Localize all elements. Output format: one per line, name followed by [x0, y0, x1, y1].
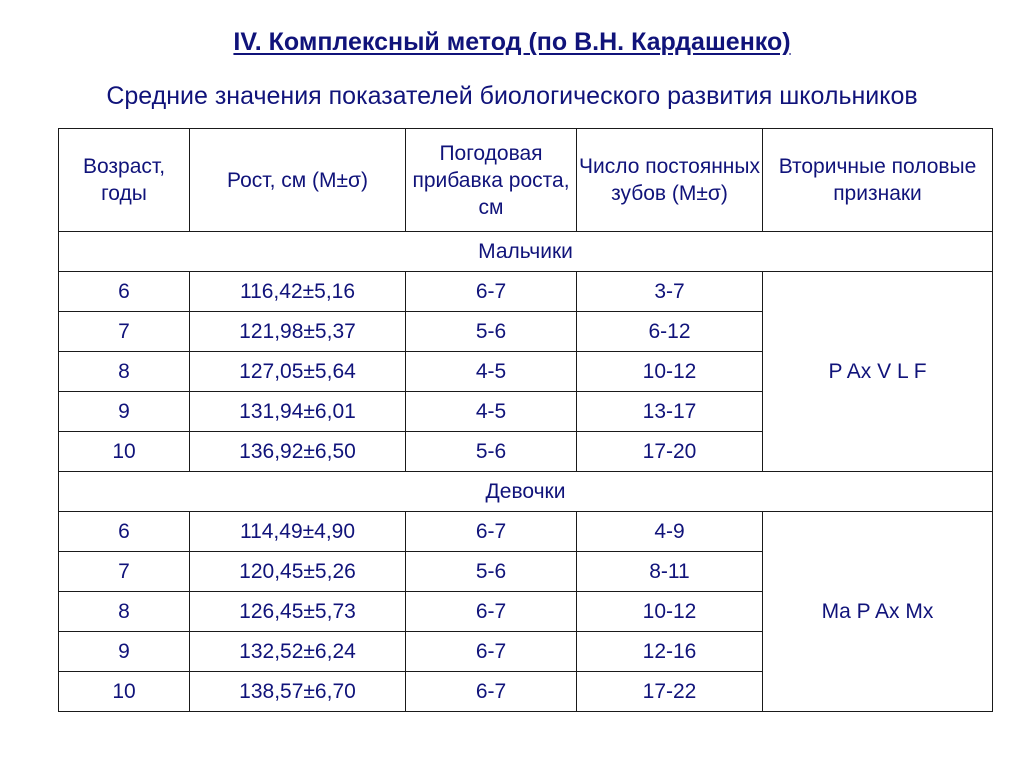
- cell-height: 120,45±5,26: [190, 552, 406, 592]
- cell-height: 136,92±6,50: [190, 432, 406, 472]
- cell-teeth: 12-16: [577, 632, 763, 672]
- cell-teeth: 6-12: [577, 312, 763, 352]
- cell-height: 116,42±5,16: [190, 272, 406, 312]
- header-height: Рост, см (М±σ): [190, 129, 406, 232]
- page-title: IV. Комплексный метод (по В.Н. Кардашенко): [233, 28, 791, 56]
- cell-age: 6: [59, 512, 190, 552]
- section-label-boys: Мальчики: [59, 232, 993, 272]
- section-label-girls: Девочки: [59, 472, 993, 512]
- cell-height: 132,52±6,24: [190, 632, 406, 672]
- cell-teeth: 8-11: [577, 552, 763, 592]
- cell-age: 9: [59, 632, 190, 672]
- cell-age: 10: [59, 672, 190, 712]
- cell-age: 9: [59, 392, 190, 432]
- cell-age: 7: [59, 312, 190, 352]
- cell-height: 126,45±5,73: [190, 592, 406, 632]
- cell-teeth: 17-22: [577, 672, 763, 712]
- cell-gain: 6-7: [406, 512, 577, 552]
- cell-height: 131,94±6,01: [190, 392, 406, 432]
- cell-gain: 4-5: [406, 352, 577, 392]
- cell-height: 127,05±5,64: [190, 352, 406, 392]
- cell-teeth: 4-9: [577, 512, 763, 552]
- cell-gain: 6-7: [406, 672, 577, 712]
- cell-secondary-signs-girls: Ma P Ax Mx: [763, 512, 993, 712]
- header-age: Возраст, годы: [59, 129, 190, 232]
- cell-secondary-signs-boys: P Ax V L F: [763, 272, 993, 472]
- section-row-boys: [59, 232, 993, 272]
- cell-age: 7: [59, 552, 190, 592]
- cell-age: 8: [59, 352, 190, 392]
- header-secondary-signs: Вторичные половые признаки: [763, 129, 993, 232]
- cell-gain: 5-6: [406, 312, 577, 352]
- table-row: [59, 272, 993, 312]
- cell-teeth: 10-12: [577, 592, 763, 632]
- cell-gain: 6-7: [406, 592, 577, 632]
- cell-gain: 4-5: [406, 392, 577, 432]
- cell-age: 6: [59, 272, 190, 312]
- cell-gain: 6-7: [406, 632, 577, 672]
- cell-gain: 5-6: [406, 552, 577, 592]
- table-row: [59, 512, 993, 552]
- header-yearly-gain: Погодовая прибавка роста, см: [406, 129, 577, 232]
- cell-height: 114,49±4,90: [190, 512, 406, 552]
- cell-teeth: 3-7: [577, 272, 763, 312]
- section-row-girls: [59, 472, 993, 512]
- header-teeth: Число постоянных зубов (М±σ): [577, 129, 763, 232]
- cell-height: 121,98±5,37: [190, 312, 406, 352]
- cell-teeth: 17-20: [577, 432, 763, 472]
- cell-teeth: 13-17: [577, 392, 763, 432]
- page-subtitle: Средние значения показателей биологического развития школьников: [106, 82, 918, 110]
- cell-height: 138,57±6,70: [190, 672, 406, 712]
- cell-teeth: 10-12: [577, 352, 763, 392]
- cell-gain: 5-6: [406, 432, 577, 472]
- development-table: [58, 128, 993, 712]
- cell-gain: 6-7: [406, 272, 577, 312]
- cell-age: 10: [59, 432, 190, 472]
- cell-age: 8: [59, 592, 190, 632]
- table-header-row: [59, 129, 993, 232]
